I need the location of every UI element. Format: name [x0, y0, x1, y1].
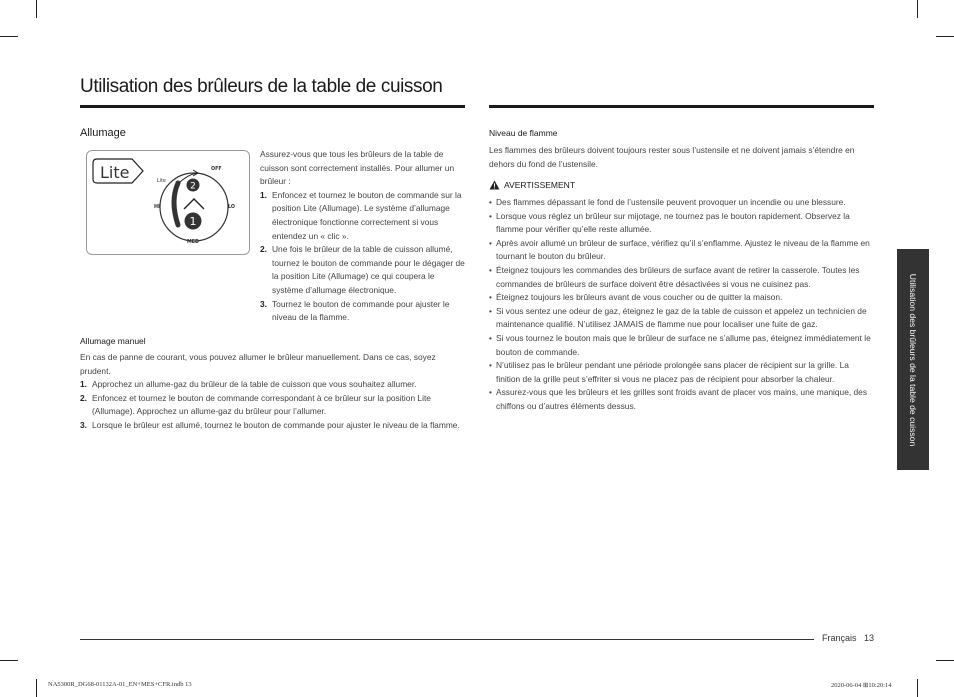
list-item: • Éteignez toujours les commandes des brûleurs de surface avant de retirer la casserole. Toutes les commandes de brûleurs de surface doivent être désactivées si vous ne cuisinez pas.: [489, 264, 874, 291]
chapter-side-tab: [897, 249, 929, 470]
step-2-marker: 2: [190, 181, 196, 192]
warning-label: AVERTISSEMENT: [504, 180, 576, 190]
crop-mark: [917, 0, 918, 18]
chapter-side-tab-label: Utilisation des brûleurs de la table de cuisson: [908, 273, 918, 446]
list-item: • N’utilisez pas le brûleur pendant une période prolongée sans placer de récipient sur la grille. La finition de la grille peut s’effriter si vous ne placez pas de récipient pour absorber la chaleur.: [489, 359, 874, 386]
allumage-intro: Assurez-vous que tous les brûleurs de la table de cuisson sont correctement installés. Pour allumer un brûleur :: [260, 149, 455, 187]
print-slug-left: NA5300R_DG68-01132A-01_EN+MES+CFR.indb 13: [48, 681, 192, 688]
allumage-manuel-intro: En cas de panne de courant, vous pouvez allumer le brûleur manuellement. Dans ce cas, soyez prudent.: [80, 352, 436, 376]
page-number: 13: [864, 633, 875, 643]
title-rule-right: [489, 105, 874, 108]
list-item: • Après avoir allumé un brûleur de surface, vérifiez qu’il s’enflamme. Ajustez le niveau de la flamme en tournant le bouton du brûleur.: [489, 237, 874, 264]
section-heading-niveau-de-flamme: Niveau de flamme: [489, 128, 558, 138]
list-item: • Si vous sentez une odeur de gaz, éteignez le gaz de la table de cuisson et appelez un technicien de maintenance qualifié. N’utilisez JAMAIS de flamme nue pour localiser une fuite de gaz.: [489, 305, 874, 332]
footer-language: Français: [822, 633, 857, 643]
position-med-label: MED: [187, 240, 200, 245]
allumage-manuel-body: [80, 351, 465, 433]
list-item: 3. Lorsque le brûleur est allumé, tournez le bouton de commande pour ajuster le niveau de la flamme.: [80, 419, 460, 430]
crop-mark: [917, 679, 918, 697]
list-item: • Éteignez toujours les brûleurs avant de vous coucher ou de quitter la maison.: [489, 291, 874, 305]
warning-heading: [489, 180, 575, 190]
section-heading-allumage: Allumage: [80, 127, 126, 139]
crop-mark: [0, 36, 18, 37]
crop-mark: [36, 0, 37, 18]
list-item: • Assurez-vous que les brûleurs et les grilles sont froids avant de placer vos mains, une manique, des chiffons ou d’autres éléments dessus.: [489, 386, 874, 413]
list-item: 1. Enfoncez et tournez le bouton de commande sur la position Lite (Allumage). Le système d’allumage électronique fonctionne correctement si vous entendez un « clic ».: [260, 189, 462, 241]
list-item: 2. Une fois le brûleur de la table de cuisson allumé, tournez le bouton de commande pour le dégager de la position Lite (Allumage) ce qui coupera le système d’allumage électronique.: [260, 244, 465, 295]
list-item: 1. Approchez un allume-gaz du brûleur de la table de cuisson que vous souhaitez allumer.: [80, 379, 417, 390]
allumage-instructions: [260, 148, 465, 325]
section-heading-allumage-manuel: Allumage manuel: [80, 336, 146, 346]
list-item: 3. Tournez le bouton de commande pour ajuster le niveau de la flamme.: [260, 298, 450, 323]
position-off-label: OFF: [211, 167, 222, 172]
step-1-marker: 1: [189, 215, 197, 228]
knob-illustration: [86, 150, 250, 255]
niveau-de-flamme-text: Les flammes des brûleurs doivent toujours rester sous l’ustensile et ne doivent jamais s’étendre en dehors du fond de l’ustensile.: [489, 145, 855, 169]
warning-list: [489, 196, 874, 414]
position-lite-label: Lite: [157, 179, 166, 184]
crop-mark: [0, 660, 18, 661]
lite-callout-label: Lite: [100, 163, 130, 182]
footer-rule: [80, 639, 814, 640]
crop-mark: [36, 679, 37, 697]
crop-mark: [936, 36, 954, 37]
list-item: • Si vous tournez le bouton mais que le brûleur de surface ne s’allume pas, éteignez immédiatement le bouton de commande.: [489, 332, 874, 359]
list-item: • Des flammes dépassant le fond de l’ustensile peuvent provoquer un incendie ou une blessure.: [489, 196, 874, 210]
warning-icon: [489, 180, 500, 190]
print-slug-right: 2020-06-04 ⊞10:20:14: [831, 682, 892, 689]
allumage-manuel-steps: [80, 378, 465, 432]
allumage-steps: [260, 189, 465, 325]
title-rule-left: [80, 105, 465, 108]
position-lo-label: LO: [228, 205, 235, 210]
position-hi-label: HI: [154, 205, 160, 210]
list-item: 2. Enfoncez et tournez le bouton de commande correspondant à ce brûleur sur la position Lite (Allumage). Approchez un allume-gaz du brûleur pour l’allumer.: [80, 392, 431, 417]
list-item: • Lorsque vous réglez un brûleur sur mijotage, ne tournez pas le bouton rapidement. Observez la flamme pour vérifier qu’elle reste allumée.: [489, 210, 874, 237]
page-title: Utilisation des brûleurs de la table de cuisson: [80, 76, 443, 97]
crop-mark: [936, 660, 954, 661]
